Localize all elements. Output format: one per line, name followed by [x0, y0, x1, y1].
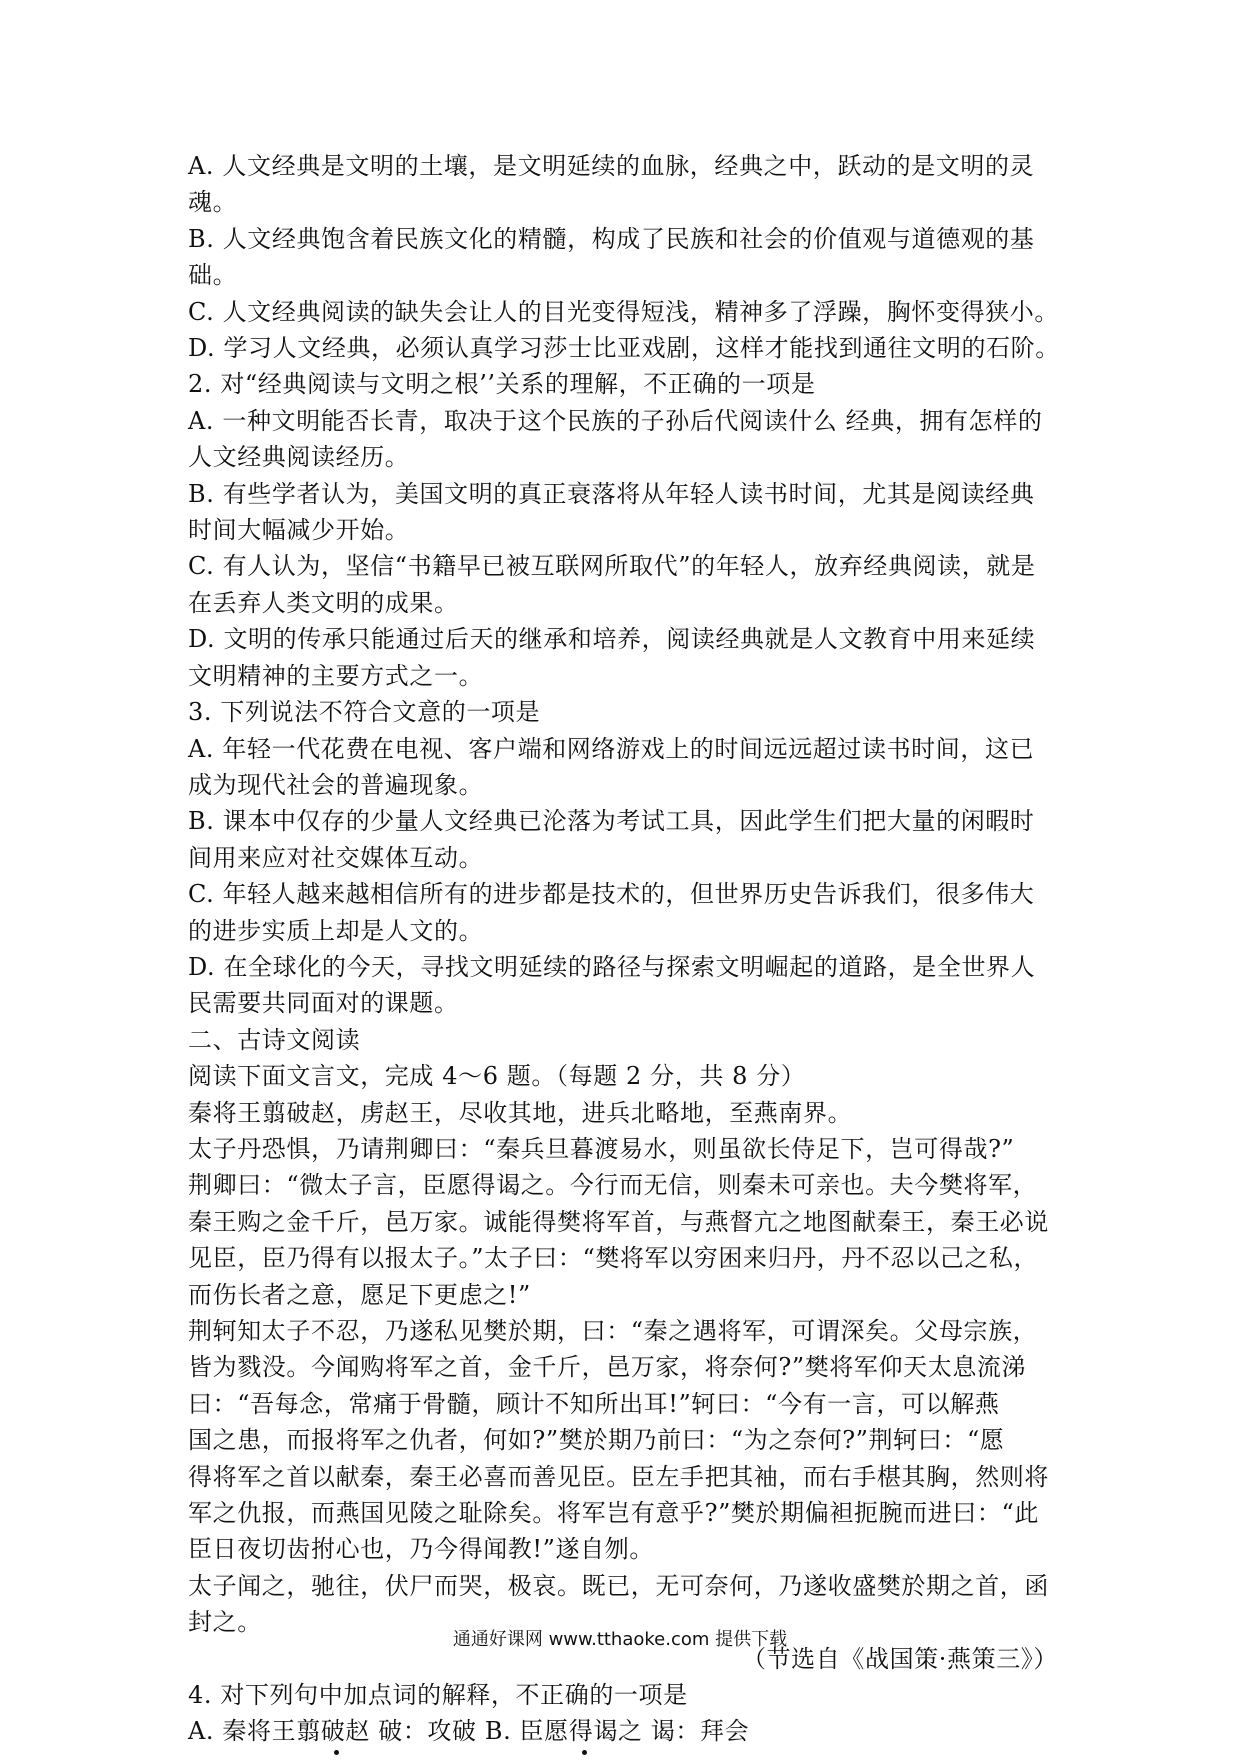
text-line: 臣日夜切齿拊心也，乃今得闻教!”遂自刎。: [188, 1535, 654, 1564]
text-line: 国之患，而报将军之仇者，何如?”樊於期乃前曰：“为之奈何?”荆轲曰：“愿: [188, 1426, 1005, 1455]
text-line: 得将军之首以献秦，秦王必喜而善见臣。臣左手把其袖，而右手椹其胸，然则将: [188, 1462, 1049, 1491]
text-line: A. 一种文明能否长青，取决于这个民族的子孙后代阅读什么 经典，拥有怎样的: [188, 406, 1043, 435]
text-line: 秦将王翦破赵，虏赵王，尽收其地，进兵北略地，至燕南界。: [188, 1098, 853, 1127]
text-line: D. 学习人文经典，必须认真学习莎士比亚戏剧，这样才能找到通往文明的石阶。: [188, 334, 1060, 363]
emphasis-dot-ye: [582, 1750, 587, 1755]
source-citation: （节选自《战国策·燕策三》）: [741, 1644, 1058, 1673]
text-line: 曰：“吾每念，常痛于骨髓，顾计不知所出耳!”轲曰：“今有一言，可以解燕: [188, 1389, 1000, 1418]
text-line: 3. 下列说法不符合文意的一项是: [188, 698, 541, 727]
text-line: 皆为戮没。今闻购将军之首，金千斤，邑万家，将奈何?”樊将军仰天太息流涕: [188, 1353, 1027, 1382]
text-line: B. 有些学者认为，美国文明的真正衰落将从年轻人读书时间，尤其是阅读经典: [188, 479, 1035, 508]
text-line: 秦王购之金千斤，邑万家。诚能得樊将军首，与燕督亢之地图献秦王，秦王必说: [188, 1207, 1049, 1236]
text-line: 的进步实质上却是人文的。: [188, 916, 484, 945]
text-line: 军之仇报，而燕国见陵之耻除矣。将军岂有意乎?”樊於期偏袒扼腕而进曰：“此: [188, 1499, 1040, 1528]
text-line: D. 在全球化的今天，寻找文明延续的路径与探索文明崛起的道路，是全世界人: [188, 952, 1036, 981]
text-line: 荆卿曰：“微太子言，臣愿得谒之。今行而无信，则秦未可亲也。夫今樊将军，: [188, 1171, 1038, 1200]
text-line: 阅读下面文言文，完成 4～6 题。（每题 2 分，共 8 分）: [188, 1062, 806, 1091]
text-line: 魂。: [188, 188, 238, 217]
text-line: 太子闻之，驰往，伏尸而哭，极哀。既已，无可奈何，乃遂收盛樊於期之首，函: [188, 1571, 1049, 1600]
text-line: 封之。: [188, 1608, 262, 1637]
page-footer: 通通好课网 www.tthaoke.com 提供下载: [452, 1629, 788, 1650]
text-line: 见臣，臣乃得有以报太子。”太子曰：“樊将军以穷困来归丹，丹不忍以己之私，: [188, 1244, 1039, 1273]
text-line: 太子丹恐惧，乃请荆卿曰：“秦兵旦暮渡易水，则虽欲长侍足下，岂可得哉?”: [188, 1134, 1015, 1163]
text-line: 二、古诗文阅读: [188, 1025, 361, 1054]
text-line: C. 有人认为，坚信“书籍早已被互联网所取代”的年轻人，放弃经典阅读，就是: [188, 552, 1036, 581]
text-line: 间用来应对社交媒体互动。: [188, 843, 484, 872]
question-4-stem: 4. 对下列句中加点词的解释，不正确的一项是: [188, 1681, 688, 1710]
question-4-options: A. 秦将王翦破赵 破：攻破 B. 臣愿得谒之 谒：拜会: [188, 1717, 750, 1746]
text-line: C. 人文经典阅读的缺失会让人的目光变得短浅，精神多了浮躁，胸怀变得狭小。: [188, 297, 1059, 326]
text-line: C. 年轻人越来越相信所有的进步都是技术的，但世界历史告诉我们，很多伟大: [188, 880, 1035, 909]
text-line: 文明精神的主要方式之一。: [188, 661, 484, 690]
document-body: [188, 148, 1058, 1760]
text-line: B. 人文经典饱含着民族文化的精髓，构成了民族和社会的价值观与道德观的基: [188, 224, 1035, 253]
text-line: D. 文明的传承只能通过后天的继承和培养，阅读经典就是人文教育中用来延续: [188, 625, 1036, 654]
text-line: 成为现代社会的普遍现象。: [188, 770, 484, 799]
emphasis-dots: [188, 1750, 1058, 1760]
text-line: 2. 对“经典阅读与文明之根’’关系的理解，不正确的一项是: [188, 370, 816, 399]
text-line: 础。: [188, 261, 238, 290]
text-line: 荆轲知太子不忍，乃遂私见樊於期，曰：“秦之遇将军，可谓深矣。父母宗族，: [188, 1317, 1038, 1345]
text-lines: [188, 148, 1058, 1641]
emphasis-dot-po: [334, 1750, 339, 1755]
text-line: 时间大幅减少开始。: [188, 516, 410, 545]
text-line: 在丢弃人类文明的成果。: [188, 588, 459, 617]
text-line: A. 年轻一代花费在电视、客户端和网络游戏上的时间远远超过读书时间，这已: [188, 734, 1035, 763]
text-line: 民需要共同面对的课题。: [188, 989, 459, 1018]
text-line: 人文经典阅读经历。: [188, 443, 410, 472]
text-line: 而伤长者之意，愿足下更虑之!”: [188, 1280, 531, 1309]
text-line: A. 人文经典是文明的土壤，是文明延续的血脉，经典之中，跃动的是文明的灵: [188, 152, 1035, 180]
text-line: B. 课本中仅存的少量人文经典已沦落为考试工具，因此学生们把大量的闲暇时: [188, 807, 1035, 836]
